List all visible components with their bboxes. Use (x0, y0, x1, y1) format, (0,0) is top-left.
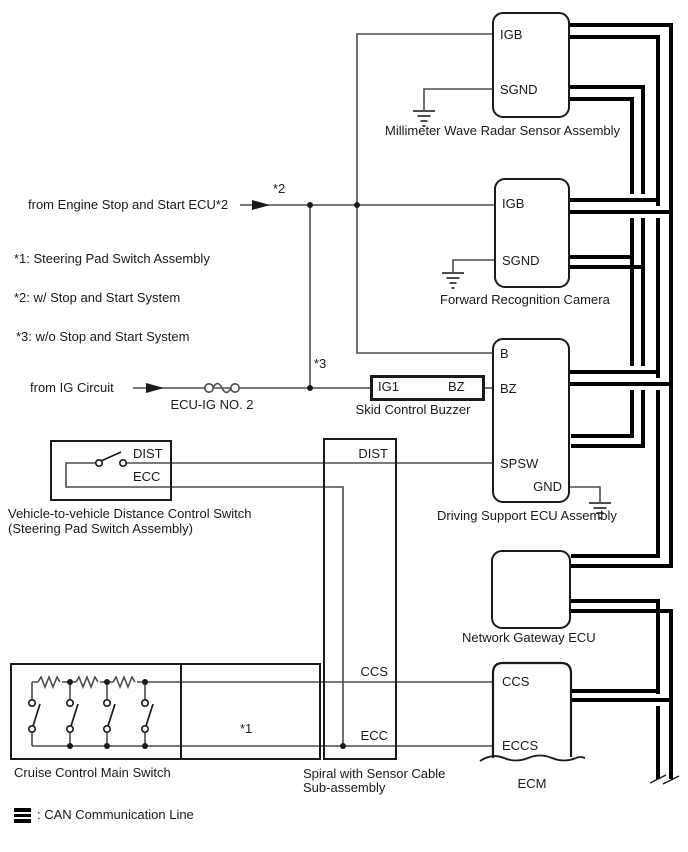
camera-title: Forward Recognition Camera (440, 292, 610, 307)
arrow-icon (146, 383, 164, 393)
can-bus-lines (570, 25, 671, 779)
radar-title: Millimeter Wave Radar Sensor Assembly (385, 123, 621, 138)
marker-star3: *3 (314, 356, 327, 371)
ground-icon (442, 273, 464, 288)
pin-label-dsecu-bz: BZ (500, 381, 517, 396)
legend-can-label: : CAN Communication Line (37, 807, 194, 822)
pin-label-buzzer-ig1: IG1 (378, 379, 399, 394)
pin-label-camera-igb: IGB (502, 196, 525, 211)
pin-label-dist-switch-dist: DIST (133, 446, 163, 461)
fuse-label: ECU-IG NO. 2 (170, 397, 254, 412)
marker-star1: *1 (240, 721, 253, 736)
engine-feed-label: from Engine Stop and Start ECU*2 (28, 197, 229, 212)
pin-label-radar-sgnd: SGND (500, 82, 538, 97)
can-line-icon (14, 808, 31, 825)
wire-dsecu-gnd (570, 487, 600, 503)
pin-label-ecm-ccs: CCS (502, 674, 530, 689)
note-2: *2: w/ Stop and Start System (14, 290, 181, 305)
ig-feed-label: from IG Circuit (30, 380, 114, 395)
pin-label-ecm-eccs: ECCS (502, 738, 539, 753)
cruise-switch-box (10, 663, 321, 760)
pin-label-spiral-ccs: CCS (360, 664, 388, 679)
marker-star2: *2 (273, 181, 286, 196)
ecm-title: ECM (517, 776, 547, 791)
dsecu-title: Driving Support ECU Assembly (437, 508, 617, 523)
camera-box (494, 178, 570, 288)
dist-switch-title-line1: Vehicle-to-vehicle Distance Control Switch (8, 506, 252, 521)
spiral-title-line1: Spiral with Sensor Cable (303, 766, 446, 781)
pin-label-spiral-dist: DIST (358, 446, 388, 461)
pin-label-buzzer-bz: BZ (448, 379, 465, 394)
gateway-box (491, 550, 571, 629)
pin-label-dsecu-b: B (500, 346, 509, 361)
arrow-icon (252, 200, 270, 210)
dist-switch-title-line2: (Steering Pad Switch Assembly) (8, 521, 193, 536)
pin-label-dsecu-gnd: GND (533, 479, 562, 494)
gateway-title: Network Gateway ECU (462, 630, 596, 645)
buzzer-title: Skid Control Buzzer (355, 402, 471, 417)
note-3: *3: w/o Stop and Start System (16, 329, 190, 344)
can-termination-marks (650, 775, 679, 784)
spiral-cable-box (323, 438, 397, 760)
spiral-title-line2: Sub-assembly (303, 780, 386, 795)
fuse-icon (205, 384, 239, 393)
cruise-box-divider (180, 663, 182, 760)
pin-label-spiral-ecc: ECC (360, 728, 388, 743)
pin-label-radar-igb: IGB (500, 27, 523, 42)
pin-label-dist-switch-ecc: ECC (133, 469, 161, 484)
wire-camera-sgnd (453, 260, 494, 273)
cruise-switch-title: Cruise Control Main Switch (14, 765, 171, 780)
pin-label-camera-sgnd: SGND (502, 253, 540, 268)
note-1: *1: Steering Pad Switch Assembly (14, 251, 210, 266)
wire-radar-sgnd (424, 89, 492, 111)
pin-label-dsecu-spsw: SPSW (500, 456, 539, 471)
